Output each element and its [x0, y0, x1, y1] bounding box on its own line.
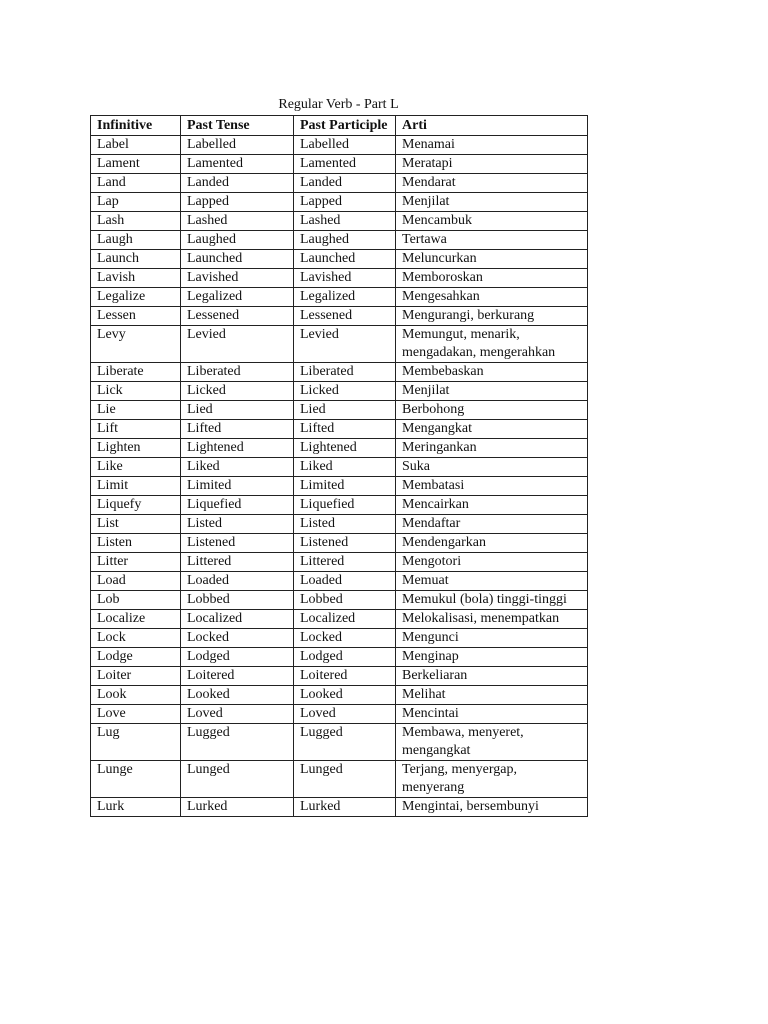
cell-arti: Mengintai, bersembunyi	[396, 798, 588, 817]
cell-past-tense: Landed	[181, 174, 294, 193]
cell-arti: Memboroskan	[396, 269, 588, 288]
table-row	[91, 231, 588, 250]
cell-past-tense: Lodged	[181, 648, 294, 667]
table-row	[91, 798, 588, 817]
cell-arti: Meringankan	[396, 439, 588, 458]
verb-table	[90, 115, 588, 817]
table-row	[91, 250, 588, 269]
cell-arti: Membawa, menyeret, mengangkat	[396, 724, 588, 761]
table-row	[91, 515, 588, 534]
cell-past-tense: Lobbed	[181, 591, 294, 610]
table-row	[91, 572, 588, 591]
cell-past-tense: Listed	[181, 515, 294, 534]
cell-infinitive: Lament	[91, 155, 181, 174]
cell-past-participle: Listened	[294, 534, 396, 553]
table-row	[91, 534, 588, 553]
cell-infinitive: Lap	[91, 193, 181, 212]
cell-infinitive: Limit	[91, 477, 181, 496]
cell-past-tense: Liquefied	[181, 496, 294, 515]
table-row	[91, 193, 588, 212]
cell-past-participle: Lamented	[294, 155, 396, 174]
table-row	[91, 705, 588, 724]
cell-infinitive: Lick	[91, 382, 181, 401]
cell-past-tense: Lifted	[181, 420, 294, 439]
header-infinitive: Infinitive	[91, 116, 181, 136]
cell-past-tense: Lightened	[181, 439, 294, 458]
cell-arti: Suka	[396, 458, 588, 477]
cell-past-tense: Localized	[181, 610, 294, 629]
cell-past-tense: Looked	[181, 686, 294, 705]
cell-past-participle: Legalized	[294, 288, 396, 307]
cell-past-tense: Liberated	[181, 363, 294, 382]
cell-past-participle: Launched	[294, 250, 396, 269]
cell-past-tense: Laughed	[181, 231, 294, 250]
table-row	[91, 667, 588, 686]
cell-infinitive: Litter	[91, 553, 181, 572]
table-row	[91, 724, 588, 761]
cell-arti: Menjilat	[396, 382, 588, 401]
cell-past-tense: Locked	[181, 629, 294, 648]
cell-infinitive: Label	[91, 136, 181, 155]
cell-infinitive: Land	[91, 174, 181, 193]
cell-infinitive: Lift	[91, 420, 181, 439]
cell-arti: Mengunci	[396, 629, 588, 648]
table-row	[91, 629, 588, 648]
cell-past-participle: Lifted	[294, 420, 396, 439]
cell-past-participle: Lobbed	[294, 591, 396, 610]
cell-infinitive: Lock	[91, 629, 181, 648]
cell-infinitive: Lug	[91, 724, 181, 761]
table-row	[91, 269, 588, 288]
cell-past-tense: Limited	[181, 477, 294, 496]
cell-past-participle: Labelled	[294, 136, 396, 155]
cell-infinitive: Localize	[91, 610, 181, 629]
table-row	[91, 686, 588, 705]
cell-past-tense: Lugged	[181, 724, 294, 761]
cell-infinitive: Laugh	[91, 231, 181, 250]
cell-arti: Mengurangi, berkurang	[396, 307, 588, 326]
cell-past-tense: Lessened	[181, 307, 294, 326]
cell-past-tense: Levied	[181, 326, 294, 363]
cell-past-participle: Looked	[294, 686, 396, 705]
table-row	[91, 761, 588, 798]
table-row	[91, 174, 588, 193]
cell-infinitive: Lie	[91, 401, 181, 420]
cell-infinitive: Legalize	[91, 288, 181, 307]
cell-arti: Mengangkat	[396, 420, 588, 439]
cell-infinitive: Levy	[91, 326, 181, 363]
cell-infinitive: Loiter	[91, 667, 181, 686]
cell-infinitive: Launch	[91, 250, 181, 269]
table-row	[91, 382, 588, 401]
cell-infinitive: Love	[91, 705, 181, 724]
cell-past-participle: Licked	[294, 382, 396, 401]
header-past-tense: Past Tense	[181, 116, 294, 136]
cell-past-participle: Liked	[294, 458, 396, 477]
cell-infinitive: Lodge	[91, 648, 181, 667]
cell-past-participle: Littered	[294, 553, 396, 572]
table-row	[91, 155, 588, 174]
cell-past-tense: Loved	[181, 705, 294, 724]
cell-infinitive: List	[91, 515, 181, 534]
cell-past-participle: Loved	[294, 705, 396, 724]
cell-past-tense: Lamented	[181, 155, 294, 174]
cell-infinitive: Load	[91, 572, 181, 591]
table-row	[91, 496, 588, 515]
cell-past-participle: Lodged	[294, 648, 396, 667]
cell-past-participle: Loaded	[294, 572, 396, 591]
cell-infinitive: Like	[91, 458, 181, 477]
cell-past-tense: Labelled	[181, 136, 294, 155]
cell-past-participle: Lugged	[294, 724, 396, 761]
cell-past-participle: Liberated	[294, 363, 396, 382]
table-body	[91, 136, 588, 817]
cell-past-participle: Lunged	[294, 761, 396, 798]
cell-arti: Berbohong	[396, 401, 588, 420]
cell-infinitive: Lavish	[91, 269, 181, 288]
cell-past-participle: Localized	[294, 610, 396, 629]
cell-past-tense: Loaded	[181, 572, 294, 591]
cell-past-participle: Lightened	[294, 439, 396, 458]
table-row	[91, 363, 588, 382]
cell-arti: Mendengarkan	[396, 534, 588, 553]
cell-arti: Mendarat	[396, 174, 588, 193]
table-row	[91, 136, 588, 155]
header-arti: Arti	[396, 116, 588, 136]
cell-arti: Melokalisasi, menempatkan	[396, 610, 588, 629]
cell-arti: Melihat	[396, 686, 588, 705]
cell-past-participle: Loitered	[294, 667, 396, 686]
cell-arti: Memungut, menarik, mengadakan, mengerahkan	[396, 326, 588, 363]
cell-arti: Mencintai	[396, 705, 588, 724]
cell-past-tense: Liked	[181, 458, 294, 477]
cell-infinitive: Lash	[91, 212, 181, 231]
cell-past-participle: Lurked	[294, 798, 396, 817]
cell-past-tense: Lashed	[181, 212, 294, 231]
table-row	[91, 610, 588, 629]
cell-arti: Menginap	[396, 648, 588, 667]
cell-past-tense: Licked	[181, 382, 294, 401]
cell-past-participle: Listed	[294, 515, 396, 534]
cell-past-participle: Lashed	[294, 212, 396, 231]
cell-infinitive: Listen	[91, 534, 181, 553]
cell-past-participle: Lied	[294, 401, 396, 420]
cell-infinitive: Lurk	[91, 798, 181, 817]
cell-infinitive: Lessen	[91, 307, 181, 326]
table-row	[91, 212, 588, 231]
cell-infinitive: Lob	[91, 591, 181, 610]
cell-arti: Menjilat	[396, 193, 588, 212]
cell-arti: Mencairkan	[396, 496, 588, 515]
table-row	[91, 420, 588, 439]
cell-past-tense: Littered	[181, 553, 294, 572]
table-header-row	[91, 116, 588, 136]
table-row	[91, 307, 588, 326]
table-row	[91, 288, 588, 307]
cell-past-tense: Launched	[181, 250, 294, 269]
cell-past-tense: Listened	[181, 534, 294, 553]
table-row	[91, 439, 588, 458]
cell-past-tense: Loitered	[181, 667, 294, 686]
table-row	[91, 648, 588, 667]
cell-past-participle: Limited	[294, 477, 396, 496]
table-row	[91, 326, 588, 363]
cell-arti: Berkeliaran	[396, 667, 588, 686]
cell-past-participle: Lessened	[294, 307, 396, 326]
cell-past-tense: Lied	[181, 401, 294, 420]
cell-arti: Mengotori	[396, 553, 588, 572]
cell-infinitive: Look	[91, 686, 181, 705]
cell-past-participle: Lavished	[294, 269, 396, 288]
cell-past-participle: Lapped	[294, 193, 396, 212]
cell-past-tense: Lunged	[181, 761, 294, 798]
table-row	[91, 591, 588, 610]
table-row	[91, 458, 588, 477]
cell-arti: Terjang, menyergap, menyerang	[396, 761, 588, 798]
cell-arti: Tertawa	[396, 231, 588, 250]
table-row	[91, 401, 588, 420]
cell-past-participle: Liquefied	[294, 496, 396, 515]
page-title: Regular Verb - Part L	[278, 97, 399, 112]
cell-arti: Mencambuk	[396, 212, 588, 231]
cell-infinitive: Lighten	[91, 439, 181, 458]
cell-arti: Mendaftar	[396, 515, 588, 534]
cell-arti: Menamai	[396, 136, 588, 155]
cell-past-participle: Laughed	[294, 231, 396, 250]
cell-infinitive: Liberate	[91, 363, 181, 382]
cell-past-tense: Lapped	[181, 193, 294, 212]
cell-infinitive: Liquefy	[91, 496, 181, 515]
cell-past-tense: Lurked	[181, 798, 294, 817]
cell-arti: Membatasi	[396, 477, 588, 496]
cell-arti: Meluncurkan	[396, 250, 588, 269]
cell-past-participle: Levied	[294, 326, 396, 363]
cell-past-participle: Landed	[294, 174, 396, 193]
cell-arti: Memuat	[396, 572, 588, 591]
cell-past-tense: Legalized	[181, 288, 294, 307]
cell-arti: Memukul (bola) tinggi-tinggi	[396, 591, 588, 610]
cell-past-participle: Locked	[294, 629, 396, 648]
cell-arti: Mengesahkan	[396, 288, 588, 307]
table-row	[91, 477, 588, 496]
cell-infinitive: Lunge	[91, 761, 181, 798]
cell-past-tense: Lavished	[181, 269, 294, 288]
header-past-participle: Past Participle	[294, 116, 396, 136]
cell-arti: Meratapi	[396, 155, 588, 174]
cell-arti: Membebaskan	[396, 363, 588, 382]
table-row	[91, 553, 588, 572]
